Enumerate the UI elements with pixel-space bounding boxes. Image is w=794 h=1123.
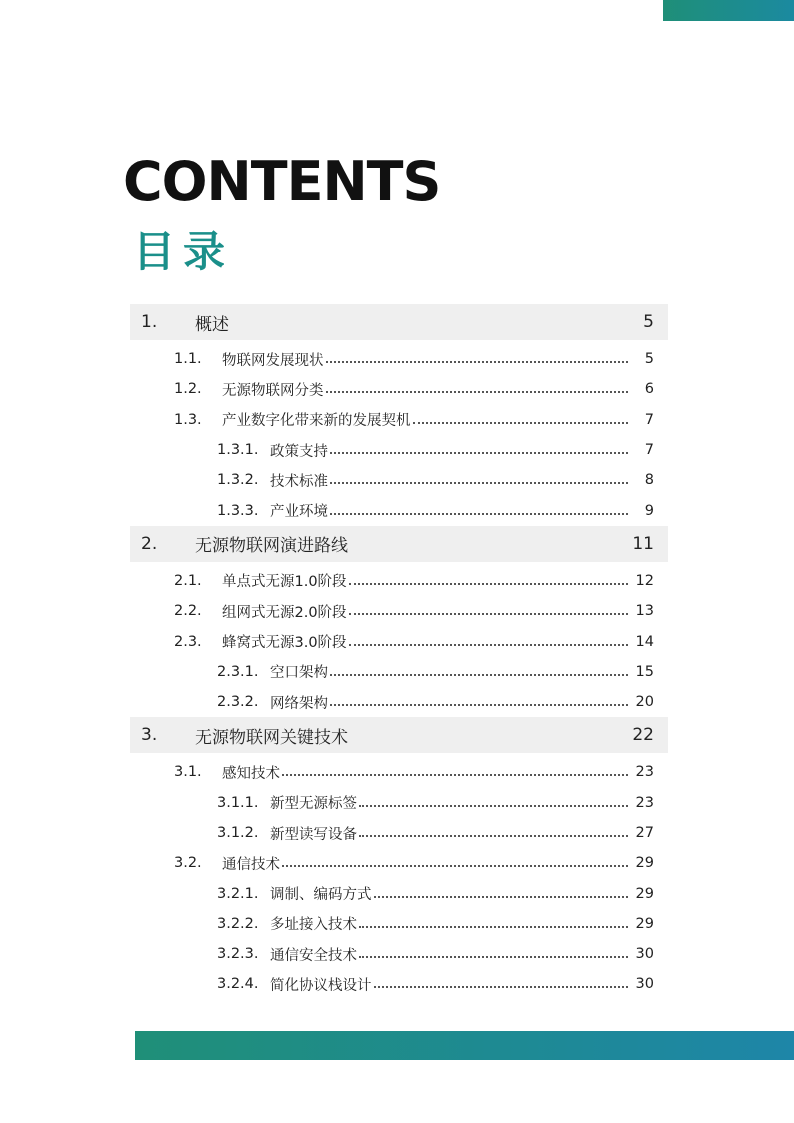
entry-number: 1.3. [174,411,202,428]
dot-leader [349,613,628,615]
dot-leader [359,805,628,807]
entry-page: 30 [635,946,654,963]
entry-page: 29 [635,855,654,872]
dot-leader [359,835,628,837]
entry-number: 1.3.1. [217,442,259,459]
toc-section-2[interactable] [130,526,668,562]
entry-number: 3.2.1. [217,885,259,902]
entry-number: 3.1.2. [217,825,259,841]
entry-page: 9 [644,502,654,519]
toc-entry-1-3[interactable] [130,405,668,435]
entry-title: 新型读写设备 [270,826,357,843]
entry-page: 20 [635,694,654,711]
entry-number: 3.1.1. [217,794,259,811]
entry-page: 15 [635,663,654,680]
toc-entry-3-2-1[interactable] [130,878,668,908]
entry-title: 多址接入技术 [270,917,357,934]
toc-entry-1-3-3[interactable] [130,495,668,525]
toc-entry-1-3-1[interactable] [130,435,668,465]
entry-title: 产业数字化带来新的发展契机 [222,413,411,430]
entry-title: 感知技术 [222,765,280,782]
toc-entry-2-1[interactable] [130,566,668,596]
entry-title: 组网式无源2.0阶段 [222,604,347,621]
entry-number: 1.3.2. [217,472,259,489]
section-number: 2. [141,533,158,554]
section-page: 11 [632,533,654,554]
dot-leader [413,422,629,424]
entry-page: 23 [635,764,654,781]
entry-page: 14 [635,633,654,650]
toc-entry-3-1[interactable] [130,757,668,787]
dot-leader [330,452,628,454]
entry-title: 通信技术 [222,856,280,873]
dot-leader [330,704,628,706]
entry-number: 3.1. [174,764,202,781]
section-number: 1. [141,312,158,332]
entry-number: 1.3.3. [217,502,259,519]
section-title: 概述 [195,314,229,335]
entry-title: 空口架构 [270,665,328,682]
entry-page: 7 [644,442,654,459]
entry-number: 2.3.1. [217,663,259,680]
entry-number: 3.2.3. [217,946,259,963]
entry-page: 5 [644,351,654,368]
dot-leader [349,644,628,646]
section-number: 3. [141,725,158,746]
section-page: 5 [643,312,654,332]
dot-leader [282,774,628,776]
toc-entry-3-2[interactable] [130,848,668,878]
contents-title: CONTENTS [123,150,441,213]
entry-number: 3.2.4. [217,976,259,993]
entry-title: 政策支持 [270,443,328,460]
entry-number: 3.2.2. [217,915,259,932]
entry-title: 产业环境 [270,504,328,521]
top-accent-bar [663,0,794,21]
toc-entry-3-2-4[interactable] [130,969,668,999]
entry-page: 8 [644,472,654,489]
entry-number: 2.3. [174,633,202,650]
dot-leader [374,986,629,988]
entry-page: 6 [644,381,654,398]
toc-entry-2-3[interactable] [130,626,668,656]
section-title: 无源物联网演进路线 [195,536,348,557]
entry-number: 2.1. [174,572,202,589]
entry-page: 29 [635,915,654,932]
entry-title: 蜂窝式无源3.0阶段 [222,635,347,652]
toc-section-1[interactable] [130,304,668,340]
entry-page: 23 [635,794,654,811]
entry-page: 29 [635,885,654,902]
entry-page: 12 [635,572,654,589]
entry-number: 1.1. [174,351,202,368]
bottom-accent-bar [135,1031,794,1060]
entry-title: 技术标准 [270,473,328,490]
entry-number: 1.2. [174,381,202,398]
entry-page: 13 [635,603,654,620]
entry-number: 3.2. [174,855,202,872]
table-of-contents [130,304,668,1000]
entry-title: 简化协议栈设计 [270,977,372,994]
toc-entry-3-2-2[interactable] [130,909,668,939]
entry-page: 7 [644,411,654,428]
toc-entry-1-2[interactable] [130,374,668,404]
dot-leader [326,391,629,393]
entry-number: 2.2. [174,603,202,620]
entry-title: 通信安全技术 [270,947,357,964]
entry-number: 2.3.2. [217,694,259,711]
toc-section-3[interactable] [130,717,668,753]
dot-leader [330,513,628,515]
toc-entry-3-1-2[interactable] [130,818,668,848]
entry-title: 新型无源标签 [270,796,357,813]
toc-entry-3-2-3[interactable] [130,939,668,969]
contents-title-cn: 目录 [133,227,234,276]
dot-leader [330,674,628,676]
dot-leader [326,361,629,363]
toc-entry-1-1[interactable] [130,344,668,374]
toc-entry-1-3-2[interactable] [130,465,668,495]
dot-leader [359,926,628,928]
section-title: 无源物联网关键技术 [195,727,348,748]
entry-title: 调制、编码方式 [270,887,372,904]
dot-leader [359,956,628,958]
toc-entry-3-1-1[interactable] [130,788,668,818]
dot-leader [349,583,628,585]
toc-entry-2-3-1[interactable] [130,657,668,687]
entry-title: 网络架构 [270,695,328,712]
dot-leader [282,865,628,867]
entry-title: 物联网发展现状 [222,352,324,369]
entry-title: 单点式无源1.0阶段 [222,574,347,591]
section-page: 22 [632,725,654,746]
toc-entry-2-3-2[interactable] [130,687,668,717]
toc-entry-2-2[interactable] [130,596,668,626]
dot-leader [374,896,629,898]
entry-title: 无源物联网分类 [222,382,324,399]
entry-page: 27 [635,825,654,841]
dot-leader [330,482,628,484]
entry-page: 30 [635,976,654,993]
